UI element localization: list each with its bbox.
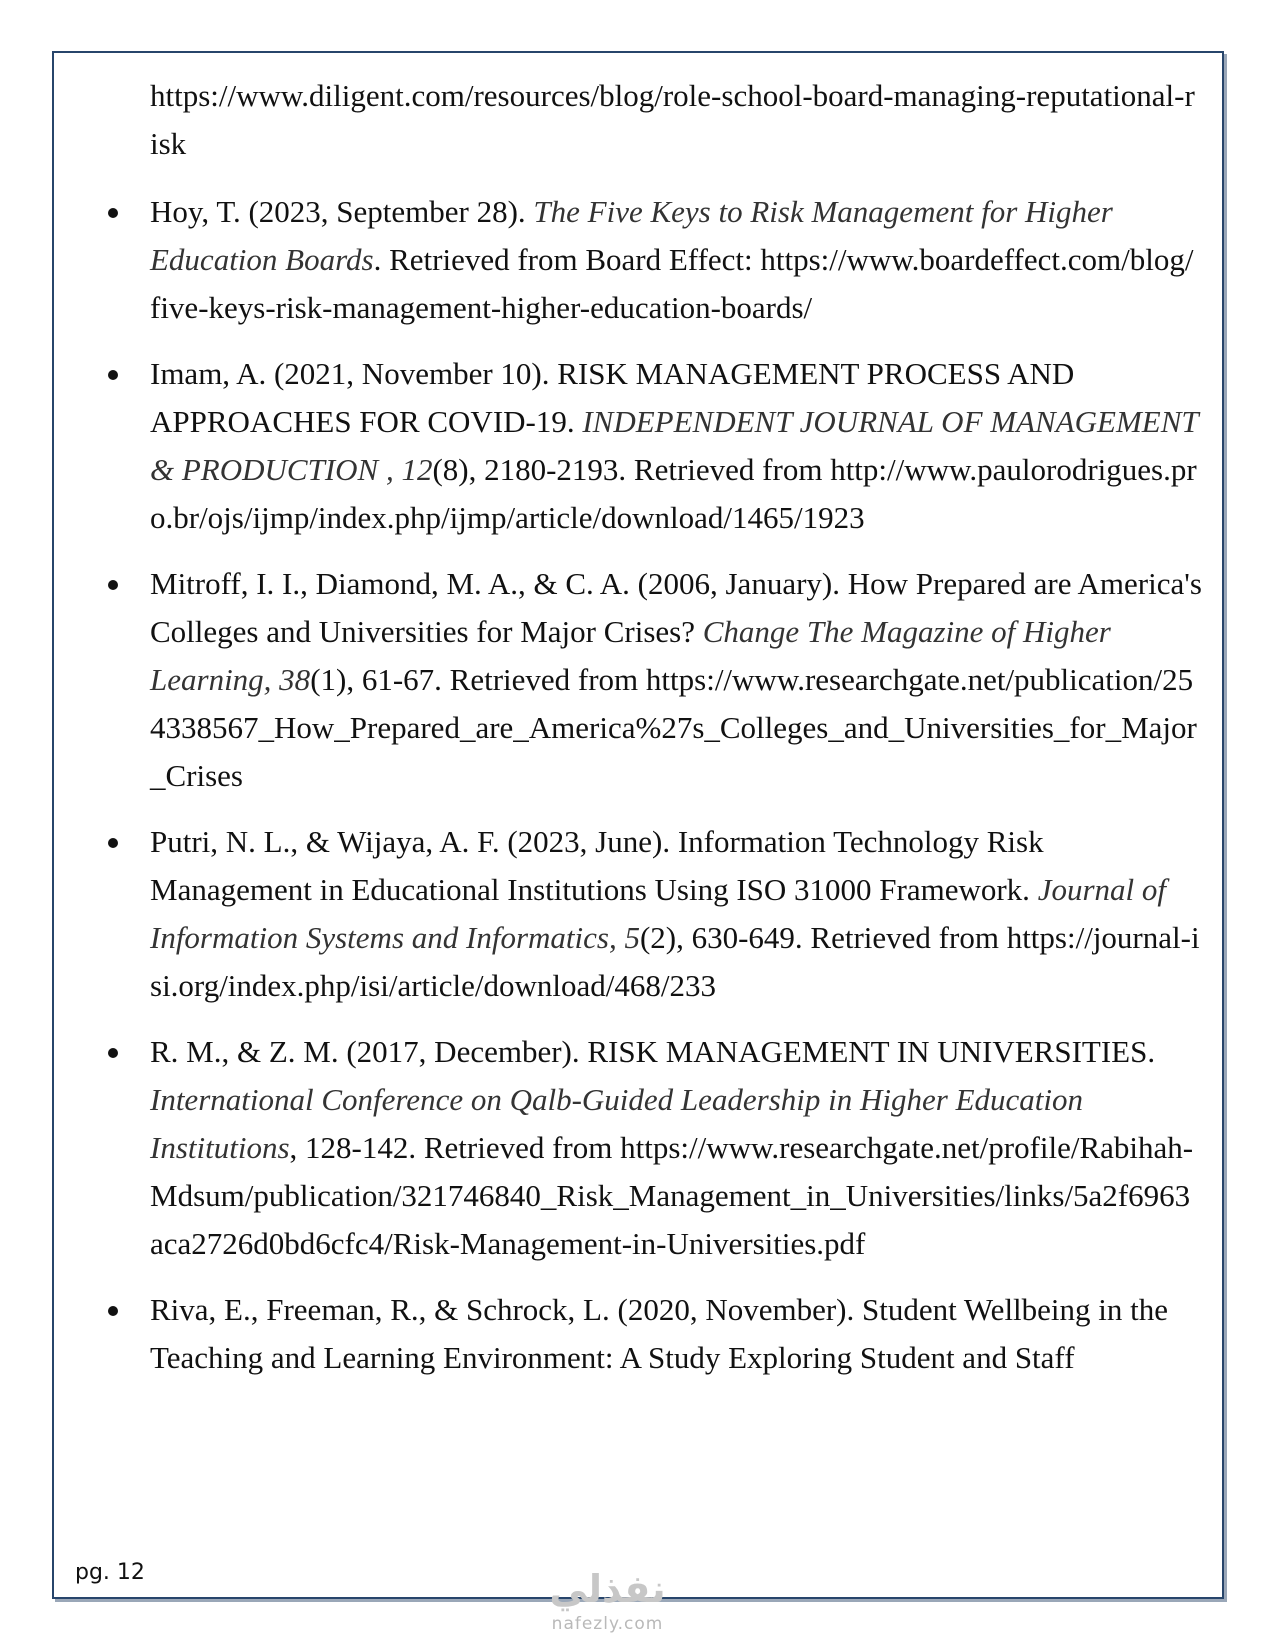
reference-text: Imam, A. (2021, November 10). RISK MANAGEMENT PROCESS AND APPROACHES FOR COVID-19. (150, 356, 1075, 439)
watermark-url: nafezly.com (551, 1614, 664, 1634)
watermark (535, 1565, 680, 1645)
reference-source-title: Change The Magazine of Higher Learning, 38 (150, 614, 1111, 697)
reference-url[interactable]: https://www.boardeffect.com/blog/five-keys-risk-management-higher-education-boards/ (150, 242, 1194, 325)
bullet-icon (108, 1306, 118, 1316)
reference-url[interactable]: https://www.researchgate.net/publication/254338567_How_Prepared_are_America%27s_Colleges_and_Universities_for_Major_Crises (150, 662, 1197, 793)
reference-source-title: INDEPENDENT JOURNAL OF MANAGEMENT & PRODUCTION , 12 (150, 404, 1199, 487)
bullet-icon (108, 208, 118, 218)
watermark-logo: نفذلي (549, 1567, 666, 1611)
reference-source-title: International Conference on Qalb-Guided Leadership in Higher Education Institutions (150, 1082, 1084, 1165)
bullet-icon (108, 838, 118, 848)
reference-text: (1), 61-67. Retrieved from (310, 662, 646, 697)
reference-text: (2), 630-649. Retrieved from (639, 920, 1007, 955)
reference-text: Hoy, T. (2023, September 28). (150, 194, 534, 229)
reference-url[interactable]: https://www.researchgate.net/profile/Rabihah-Mdsum/publication/321746840_Risk_Management_in_Universities/links/5a2f6963aca2726d0bd6cfc4/Risk-Management-in-Universities.pdf (150, 1130, 1194, 1261)
reference-text: , 128-142. Retrieved from (289, 1130, 621, 1165)
reference-text: Putri, N. L., & Wijaya, A. F. (2023, June). Information Technology Risk Management in Educational Institutions Using ISO 31000 Framework. (150, 824, 1044, 907)
reference-source-title: The Five Keys to Risk Management for Higher Education Boards (150, 194, 1113, 277)
reference-source-title: Journal of Information Systems and Informatics, 5 (150, 872, 1166, 955)
reference-item (98, 350, 1203, 542)
bullet-icon (108, 370, 118, 380)
reference-text: (8), 2180-2193. Retrieved from (432, 452, 831, 487)
reference-url[interactable]: https://journal-isi.org/index.php/isi/article/download/468/233 (150, 920, 1200, 1003)
bullet-icon (108, 580, 118, 590)
reference-text: Riva, E., Freeman, R., & Schrock, L. (2020, November). Student Wellbeing in the Teaching and Learning Environment: A Study Exploring Student and Staff (150, 1292, 1169, 1375)
page-number: pg. 12 (75, 1560, 145, 1585)
reference-item (98, 1028, 1203, 1268)
document-body (98, 72, 1203, 1400)
reference-item (98, 188, 1203, 332)
reference-text: R. M., & Z. M. (2017, December). RISK MANAGEMENT IN UNIVERSITIES. (150, 1034, 1156, 1069)
reference-item (98, 560, 1203, 800)
reference-item (98, 1286, 1203, 1382)
reference-text: Mitroff, I. I., Diamond, M. A., & C. A. (2006, January). How Prepared are America's Colleges and Universities for Major Crises? (150, 566, 1202, 649)
continued-reference-url[interactable]: https://www.diligent.com/resources/blog/role-school-board-managing-reputational-risk (150, 78, 1195, 161)
reference-item (98, 818, 1203, 1010)
reference-text: . Retrieved from Board Effect: (373, 242, 761, 277)
reference-list (98, 188, 1203, 1382)
reference-url[interactable]: http://www.paulorodrigues.pro.br/ojs/ijmp/index.php/ijmp/article/download/1465/1923 (150, 452, 1197, 535)
bullet-icon (108, 1048, 118, 1058)
